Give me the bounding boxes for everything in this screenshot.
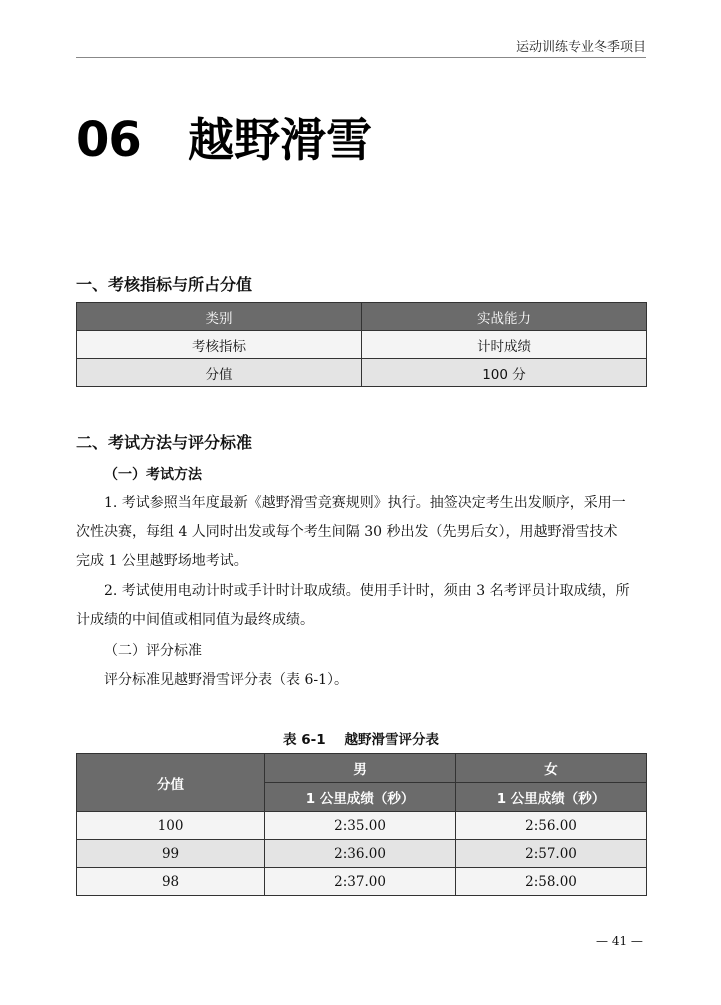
table-cell: 99 <box>77 840 265 868</box>
paragraph-line: 次性决赛，每组 4 人同时出发或每个考生间隔 30 秒出发（先男后女），用越野滑雪技术 <box>76 524 618 540</box>
table-row <box>77 359 647 387</box>
table-cell: 2:35.00 <box>265 812 456 840</box>
page-number: — 41 — <box>596 934 643 948</box>
chapter-title: 越野滑雪 <box>188 113 372 167</box>
table-row <box>77 812 647 840</box>
table-row <box>77 868 647 896</box>
table-row <box>77 331 647 359</box>
male-header: 男 <box>265 754 456 783</box>
table-cell: 分值 <box>77 359 362 387</box>
table-header-cell: 类别 <box>77 303 362 331</box>
scoring-table <box>76 753 647 896</box>
paragraph-2 <box>76 577 646 635</box>
table-header-cell: 实战能力 <box>362 303 647 331</box>
paragraph-line: 2. 考试使用电动计时或手计时计取成绩。使用手计时，须由 3 名考评员计取成绩，所 <box>104 583 630 599</box>
table-cell: 98 <box>77 868 265 896</box>
table-row <box>77 840 647 868</box>
table-cell: 计时成绩 <box>362 331 647 359</box>
table-cell: 2:37.00 <box>265 868 456 896</box>
table-cell: 100 分 <box>362 359 647 387</box>
score-header: 分值 <box>77 754 265 812</box>
subheading-method: （一）考试方法 <box>104 467 202 483</box>
indicator-table <box>76 302 647 387</box>
chapter-heading <box>76 104 372 170</box>
running-header: 运动训练专业冬季项目 <box>515 40 646 55</box>
table-cell: 2:56.00 <box>456 812 647 840</box>
female-subheader: 1 公里成绩（秒） <box>456 783 647 812</box>
table-caption-number: 表 6-1 <box>283 732 326 748</box>
table-cell: 考核指标 <box>77 331 362 359</box>
table-cell: 2:58.00 <box>456 868 647 896</box>
paragraph-line: 完成 1 公里越野场地考试。 <box>76 553 248 569</box>
table-cell: 2:36.00 <box>265 840 456 868</box>
subheading-criteria: （二）评分标准 <box>104 643 202 659</box>
header-rule <box>76 57 646 58</box>
section-heading-1: 一、考核指标与所占分值 <box>76 275 253 294</box>
paragraph-1 <box>76 489 646 576</box>
section-heading-2: 二、考试方法与评分标准 <box>76 433 253 452</box>
female-header: 女 <box>456 754 647 783</box>
male-subheader: 1 公里成绩（秒） <box>265 783 456 812</box>
chapter-number: 06 <box>76 112 141 168</box>
paragraph-line: 1. 考试参照当年度最新《越野滑雪竞赛规则》执行。抽签决定考生出发顺序，采用一 <box>104 495 626 511</box>
table-caption <box>76 728 646 748</box>
table-cell: 100 <box>77 812 265 840</box>
paragraph-line: 计成绩的中间值或相同值为最终成绩。 <box>76 612 314 628</box>
table-cell: 2:57.00 <box>456 840 647 868</box>
paragraph-3: 评分标准见越野滑雪评分表（表 6-1）。 <box>104 672 348 688</box>
table-caption-title: 越野滑雪评分表 <box>344 732 439 748</box>
